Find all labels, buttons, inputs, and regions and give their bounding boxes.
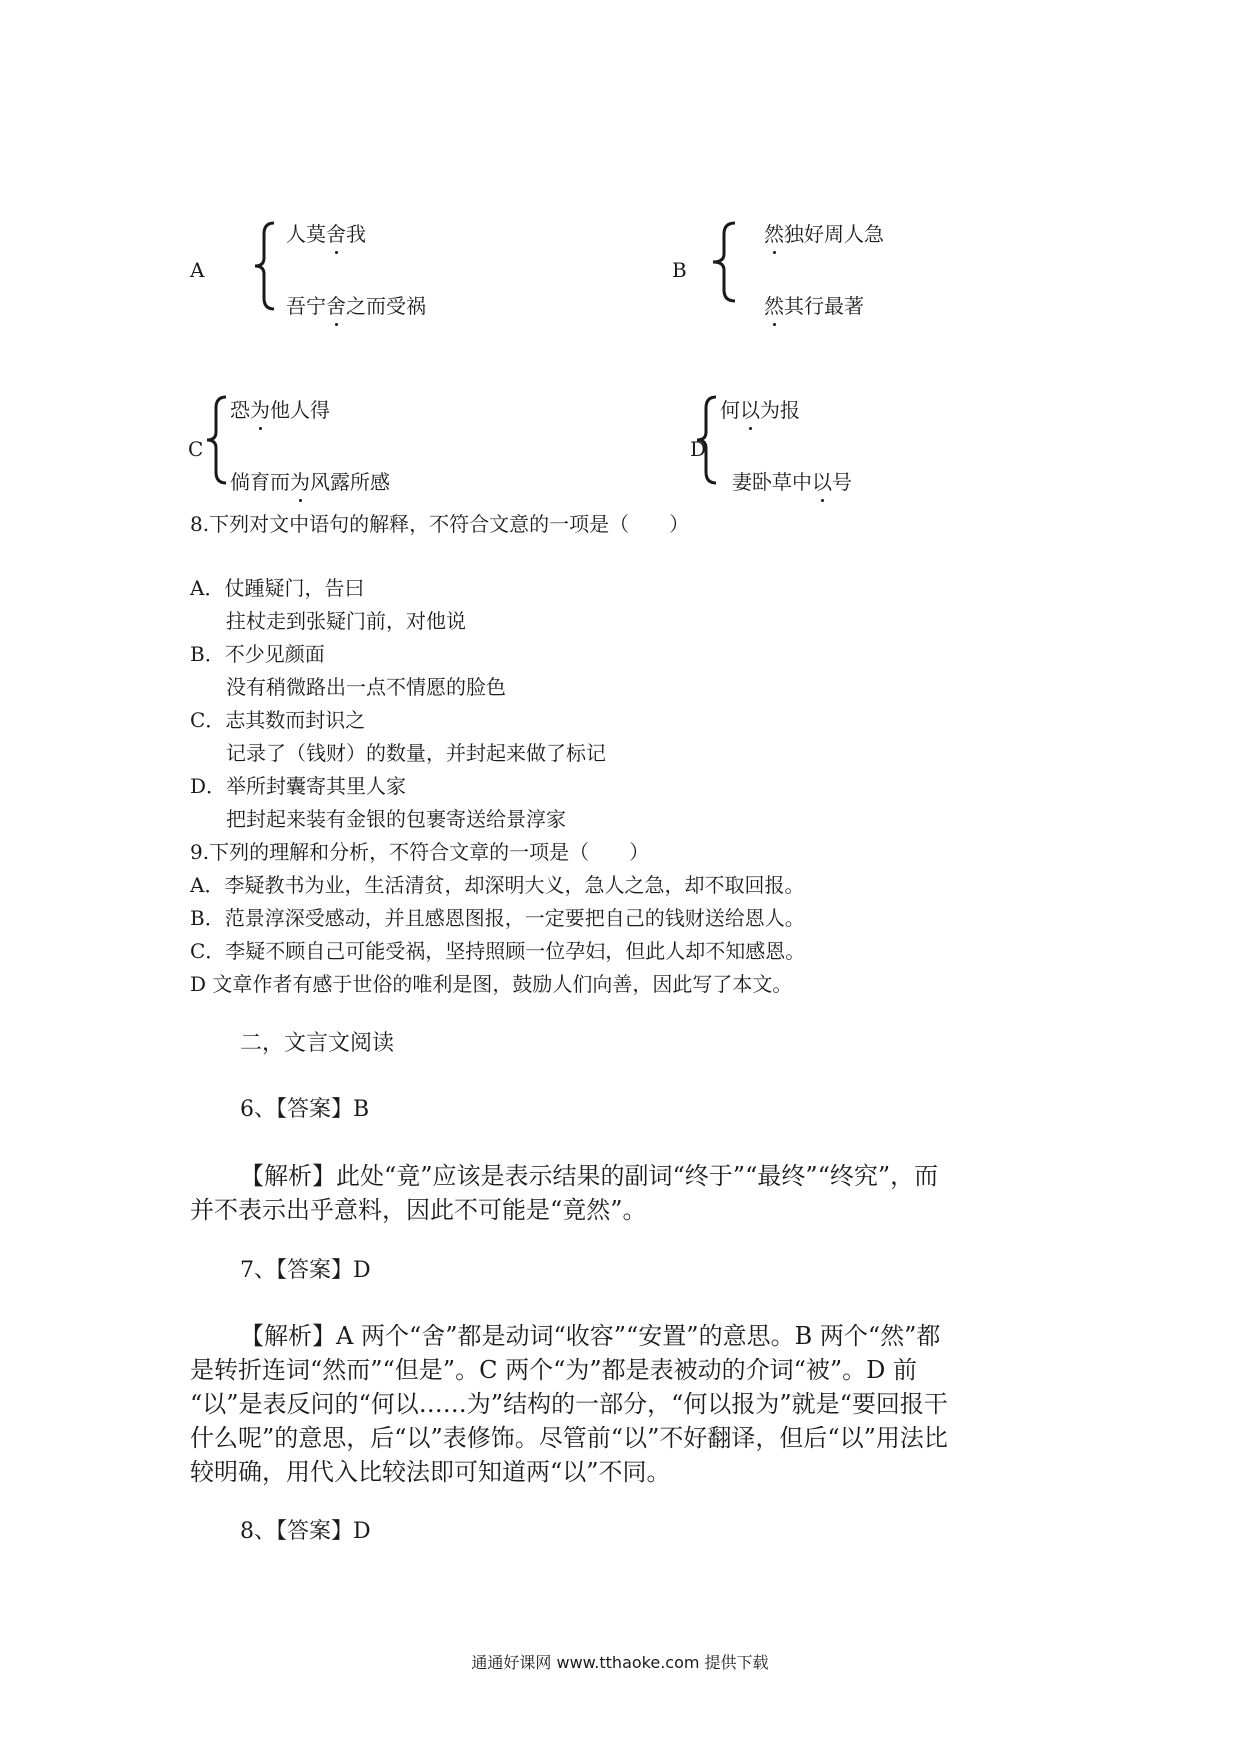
q9-option: D 文章作者有感于世俗的唯利是图，鼓励人们向善，因此写了本文。 <box>190 972 793 996</box>
answer-6-title: 6、【答案】B <box>240 1097 370 1122</box>
option-line: 何以为报 <box>720 394 800 423</box>
q9-option: B．范景淳深受感动，并且感恩图报，一定要把自己的钱财送给恩人。 <box>190 906 805 930</box>
option-line: 人莫舍我 <box>286 218 366 247</box>
option-line: 然独好周人急 <box>764 218 884 247</box>
q8-option-b-explain: 没有稍微路出一点不情愿的脸色 <box>226 675 506 699</box>
option-line: 吾宁舍之而受祸 <box>286 290 426 319</box>
answer-7-analysis: 较明确，用代入比较法即可知道两“以”不同。 <box>190 1458 671 1486</box>
option-line: 妻卧草中以号 <box>732 466 852 495</box>
q8-option-c: C．志其数而封识之 <box>190 708 366 732</box>
option-letter: C <box>188 437 204 461</box>
answer-7-analysis: 【解析】A 两个“舍”都是动词“收容”“安置”的意思。B 两个“然”都 <box>240 1322 941 1350</box>
q8-option-c-explain: 记录了（钱财）的数量，并封起来做了标记 <box>226 741 606 765</box>
question-9-stem: 9.下列的理解和分析，不符合文章的一项是（ ） <box>190 840 650 864</box>
answer-8-title: 8、【答案】D <box>240 1519 371 1544</box>
q9-option: A．李疑教书为业，生活清贫，却深明大义，急人之急，却不取回报。 <box>190 873 805 897</box>
q9-option: C．李疑不顾自己可能受祸，坚持照顾一位孕妇，但此人却不知感恩。 <box>190 939 806 963</box>
q8-option-b: B．不少见颜面 <box>190 642 325 666</box>
option-line: 倘育而为风露所感 <box>230 466 390 495</box>
section-title: 二，文言文阅读 <box>240 1031 395 1056</box>
answer-7-analysis: 什么呢”的意思，后“以”表修饰。尽管前“以”不好翻译，但后“以”用法比 <box>190 1424 948 1452</box>
answer-7-title: 7、【答案】D <box>240 1258 371 1283</box>
left-brace-icon <box>252 220 276 312</box>
option-letter: A <box>190 258 205 282</box>
answer-6-analysis: 并不表示出乎意料，因此不可能是“竟然”。 <box>190 1196 647 1224</box>
left-brace-icon <box>710 220 738 304</box>
option-letter: D <box>690 437 707 461</box>
left-brace-icon <box>204 394 228 486</box>
page-footer: 通通好课网 www.tthaoke.com 提供下载 <box>471 1653 769 1672</box>
option-letter: B <box>672 258 687 282</box>
q8-option-d-explain: 把封起来装有金银的包裹寄送给景淳家 <box>226 807 566 831</box>
option-line: 然其行最著 <box>764 290 864 319</box>
answer-7-analysis: 是转折连词“然而”“但是”。C 两个“为”都是表被动的介词“被”。D 前 <box>190 1356 918 1384</box>
question-8-stem: 8.下列对文中语句的解释，不符合文意的一项是（ ） <box>190 512 690 536</box>
q8-option-a: A．仗踵疑门，告曰 <box>190 576 365 600</box>
q8-option-d: D．举所封囊寄其里人家 <box>190 774 407 798</box>
answer-6-analysis: 【解析】此处“竟”应该是表示结果的副词“终于”“最终”“终究”，而 <box>240 1162 939 1190</box>
q8-option-a-explain: 拄杖走到张疑门前，对他说 <box>226 609 466 633</box>
option-line: 恐为他人得 <box>230 394 330 423</box>
answer-7-analysis: “以”是表反问的“何以……为”结构的一部分，“何以报为”就是“要回报干 <box>190 1390 948 1418</box>
